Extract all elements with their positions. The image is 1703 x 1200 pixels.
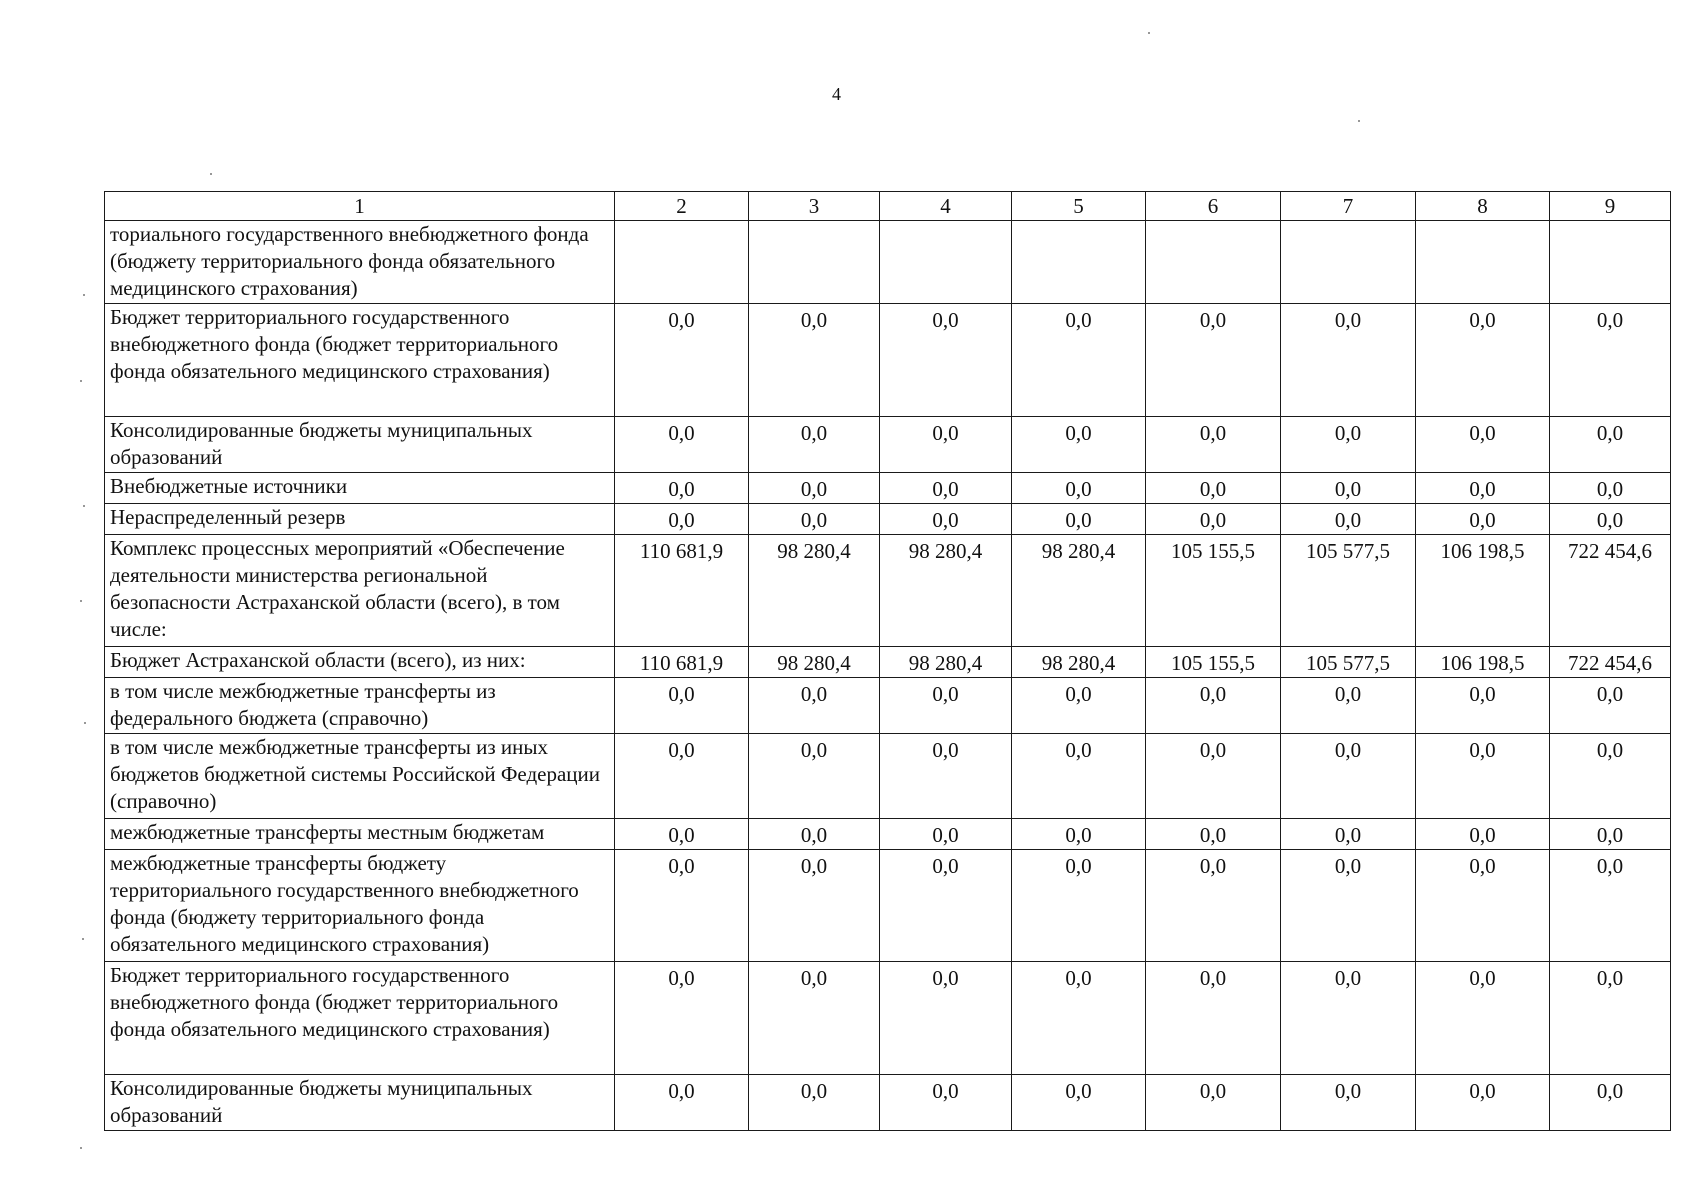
- value-cell: 722 454,6: [1550, 647, 1671, 678]
- table-row: [105, 962, 1671, 1075]
- value-cell: 0,0: [1416, 819, 1550, 850]
- table-header-row: [105, 192, 1671, 221]
- value-cell: 0,0: [615, 417, 749, 473]
- value-cell: 0,0: [1550, 734, 1671, 819]
- value-cell: 106 198,5: [1416, 647, 1550, 678]
- value-cell: 105 577,5: [1281, 647, 1416, 678]
- scan-speck: [83, 294, 85, 296]
- value-cell: 0,0: [1550, 850, 1671, 962]
- value-cell: 0,0: [615, 504, 749, 535]
- value-cell: 0,0: [615, 304, 749, 417]
- value-cell: 0,0: [1012, 962, 1146, 1075]
- value-cell: 0,0: [1550, 473, 1671, 504]
- table-row: [105, 417, 1671, 473]
- value-cell: 0,0: [880, 962, 1012, 1075]
- column-header: 3: [749, 192, 880, 221]
- value-cell: 0,0: [615, 734, 749, 819]
- value-cell: 0,0: [1146, 304, 1281, 417]
- value-cell: 0,0: [1281, 962, 1416, 1075]
- table-row: [105, 678, 1671, 734]
- row-label: Бюджет территориального государственного внебюджетного фонда (бюджет территориального фонда обязательного медицинского страхования): [105, 962, 615, 1075]
- value-cell: 0,0: [1416, 734, 1550, 819]
- value-cell: 0,0: [1146, 1075, 1281, 1131]
- table-row: [105, 473, 1671, 504]
- value-cell: 0,0: [1146, 734, 1281, 819]
- value-cell: 0,0: [1012, 504, 1146, 535]
- value-cell: 0,0: [880, 734, 1012, 819]
- value-cell: 0,0: [1281, 304, 1416, 417]
- value-cell: 0,0: [749, 962, 880, 1075]
- value-cell: 0,0: [1550, 417, 1671, 473]
- table-row: [105, 535, 1671, 647]
- value-cell: 0,0: [1550, 962, 1671, 1075]
- scan-speck: [83, 505, 85, 507]
- value-cell: 0,0: [880, 417, 1012, 473]
- value-cell: 98 280,4: [749, 647, 880, 678]
- value-cell: 722 454,6: [1550, 535, 1671, 647]
- scan-speck: [82, 938, 84, 940]
- value-cell: 0,0: [1281, 850, 1416, 962]
- scan-speck: [84, 722, 86, 724]
- value-cell: 0,0: [1416, 417, 1550, 473]
- value-cell: 0,0: [880, 819, 1012, 850]
- value-cell: 0,0: [1416, 850, 1550, 962]
- value-cell: 0,0: [749, 473, 880, 504]
- value-cell: 0,0: [749, 417, 880, 473]
- value-cell: 0,0: [615, 473, 749, 504]
- row-label: Консолидированные бюджеты муниципальных образований: [105, 417, 615, 473]
- value-cell: [749, 221, 880, 304]
- value-cell: 0,0: [1281, 819, 1416, 850]
- value-cell: 0,0: [749, 304, 880, 417]
- scan-speck: [1148, 32, 1150, 34]
- table-body: [105, 221, 1671, 1131]
- column-header: 5: [1012, 192, 1146, 221]
- value-cell: 0,0: [1281, 473, 1416, 504]
- value-cell: 98 280,4: [1012, 647, 1146, 678]
- value-cell: 0,0: [1012, 734, 1146, 819]
- row-label: межбюджетные трансферты бюджету территориального государственного внебюджетного фонда (бюджету территориального фонда обязательного медицинского страхования): [105, 850, 615, 962]
- row-label: Нераспределенный резерв: [105, 504, 615, 535]
- row-label: ториального государственного внебюджетного фонда (бюджету территориального фонда обязательного медицинского страхования): [105, 221, 615, 304]
- value-cell: 0,0: [1281, 734, 1416, 819]
- value-cell: 0,0: [615, 678, 749, 734]
- value-cell: 0,0: [1146, 504, 1281, 535]
- row-label: Бюджет территориального государственного внебюджетного фонда (бюджет территориального фонда обязательного медицинского страхования): [105, 304, 615, 417]
- value-cell: 0,0: [615, 1075, 749, 1131]
- value-cell: 0,0: [615, 850, 749, 962]
- value-cell: [1012, 221, 1146, 304]
- column-header: 9: [1550, 192, 1671, 221]
- value-cell: 0,0: [880, 850, 1012, 962]
- value-cell: [880, 221, 1012, 304]
- table-row: [105, 1075, 1671, 1131]
- row-label: межбюджетные трансферты местным бюджетам: [105, 819, 615, 850]
- row-label: в том числе межбюджетные трансферты из иных бюджетов бюджетной системы Российской Федерации (справочно): [105, 734, 615, 819]
- value-cell: 0,0: [1416, 678, 1550, 734]
- value-cell: 0,0: [1281, 678, 1416, 734]
- column-header: 8: [1416, 192, 1550, 221]
- column-header: 1: [105, 192, 615, 221]
- value-cell: 106 198,5: [1416, 535, 1550, 647]
- table-row: [105, 850, 1671, 962]
- value-cell: 0,0: [1416, 962, 1550, 1075]
- value-cell: 0,0: [1416, 1075, 1550, 1131]
- value-cell: 0,0: [1416, 304, 1550, 417]
- value-cell: 0,0: [1012, 473, 1146, 504]
- value-cell: 105 577,5: [1281, 535, 1416, 647]
- value-cell: 0,0: [1281, 417, 1416, 473]
- value-cell: 0,0: [880, 304, 1012, 417]
- value-cell: 98 280,4: [1012, 535, 1146, 647]
- value-cell: 0,0: [1012, 678, 1146, 734]
- value-cell: 0,0: [1012, 304, 1146, 417]
- scan-speck: [80, 380, 82, 382]
- value-cell: [1281, 221, 1416, 304]
- scan-speck: [210, 173, 212, 175]
- row-label: Бюджет Астраханской области (всего), из них:: [105, 647, 615, 678]
- value-cell: [1416, 221, 1550, 304]
- table-row: [105, 221, 1671, 304]
- value-cell: 0,0: [1146, 473, 1281, 504]
- value-cell: 0,0: [1416, 504, 1550, 535]
- value-cell: [615, 221, 749, 304]
- value-cell: 0,0: [880, 504, 1012, 535]
- value-cell: 0,0: [1550, 304, 1671, 417]
- value-cell: 0,0: [1281, 504, 1416, 535]
- scan-speck: [80, 1147, 82, 1149]
- value-cell: 0,0: [1012, 819, 1146, 850]
- value-cell: [1146, 221, 1281, 304]
- value-cell: 105 155,5: [1146, 647, 1281, 678]
- value-cell: 0,0: [1012, 850, 1146, 962]
- value-cell: 105 155,5: [1146, 535, 1281, 647]
- value-cell: 0,0: [1281, 1075, 1416, 1131]
- row-label: Внебюджетные источники: [105, 473, 615, 504]
- row-label: Консолидированные бюджеты муниципальных образований: [105, 1075, 615, 1131]
- scan-speck: [1358, 120, 1360, 122]
- value-cell: 0,0: [615, 819, 749, 850]
- table-row: [105, 504, 1671, 535]
- value-cell: 0,0: [749, 734, 880, 819]
- value-cell: 0,0: [615, 962, 749, 1075]
- value-cell: 0,0: [880, 1075, 1012, 1131]
- value-cell: 0,0: [1146, 678, 1281, 734]
- column-header: 6: [1146, 192, 1281, 221]
- value-cell: 98 280,4: [880, 647, 1012, 678]
- value-cell: 0,0: [1550, 678, 1671, 734]
- value-cell: 0,0: [880, 678, 1012, 734]
- table-row: [105, 734, 1671, 819]
- column-header: 7: [1281, 192, 1416, 221]
- column-header: 4: [880, 192, 1012, 221]
- budget-table: [104, 191, 1671, 1131]
- value-cell: 110 681,9: [615, 535, 749, 647]
- value-cell: 0,0: [1550, 819, 1671, 850]
- value-cell: 98 280,4: [749, 535, 880, 647]
- value-cell: 0,0: [1146, 850, 1281, 962]
- value-cell: 0,0: [1146, 962, 1281, 1075]
- value-cell: 0,0: [749, 678, 880, 734]
- row-label: Комплекс процессных мероприятий «Обеспечение деятельности министерства региональной безопасности Астраханской области (всего), в том числе:: [105, 535, 615, 647]
- column-header: 2: [615, 192, 749, 221]
- value-cell: 0,0: [1012, 417, 1146, 473]
- value-cell: 0,0: [749, 850, 880, 962]
- value-cell: [1550, 221, 1671, 304]
- value-cell: 0,0: [749, 819, 880, 850]
- value-cell: 0,0: [1416, 473, 1550, 504]
- row-label: в том числе межбюджетные трансферты из федерального бюджета (справочно): [105, 678, 615, 734]
- table-row: [105, 819, 1671, 850]
- page-number: 4: [832, 84, 841, 104]
- scan-speck: [80, 600, 82, 602]
- value-cell: 0,0: [1012, 1075, 1146, 1131]
- value-cell: 0,0: [749, 504, 880, 535]
- value-cell: 98 280,4: [880, 535, 1012, 647]
- value-cell: 0,0: [749, 1075, 880, 1131]
- table-row: [105, 304, 1671, 417]
- value-cell: 0,0: [880, 473, 1012, 504]
- value-cell: 0,0: [1146, 417, 1281, 473]
- value-cell: 0,0: [1550, 504, 1671, 535]
- value-cell: 0,0: [1550, 1075, 1671, 1131]
- value-cell: 110 681,9: [615, 647, 749, 678]
- value-cell: 0,0: [1146, 819, 1281, 850]
- table-row: [105, 647, 1671, 678]
